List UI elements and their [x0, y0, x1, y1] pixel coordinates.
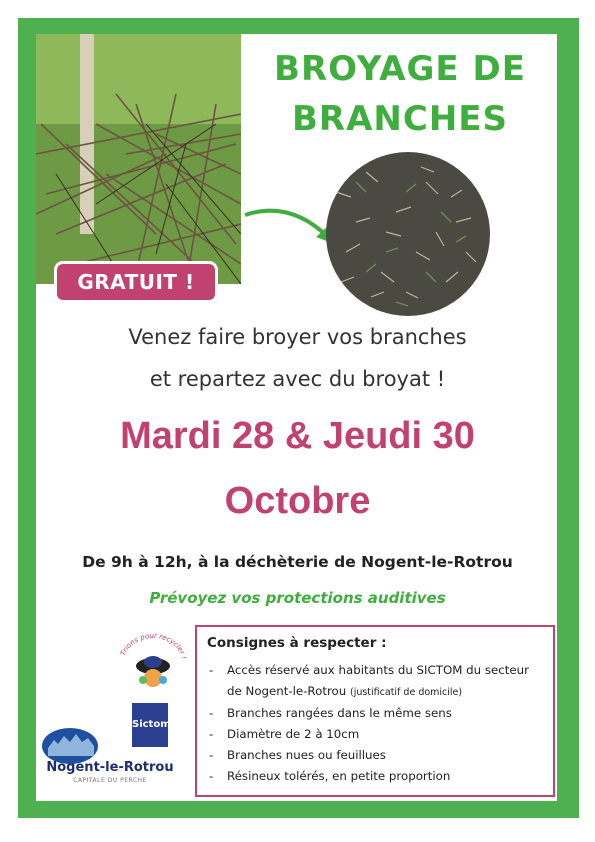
arrow-icon	[240, 195, 340, 255]
rule-text: Accès réservé aux habitants du SICTOM du secteur de Nogent-le-Rotrou	[227, 663, 529, 698]
mulch-photo	[326, 152, 490, 316]
tagline-line-1: Venez faire broyer vos branches	[128, 325, 467, 349]
event-location: De 9h à 12h, à la déchèterie de Nogent-le-Rotrou	[82, 553, 513, 571]
title-line-2: BRANCHES	[292, 99, 508, 139]
event-date-days: Mardi 28 & Jeudi 30	[120, 415, 475, 457]
safety-note: Prévoyez vos protections auditives	[149, 589, 446, 607]
sictom-slogan: Trions pour recycler !	[119, 632, 188, 661]
rule-item: - Diamètre de 2 à 10cm	[207, 724, 543, 745]
tagline-line-2: et repartez avec du broyat !	[149, 367, 446, 391]
rule-subtext: (justificatif de domicile)	[349, 687, 463, 698]
rule-item: - Résineux tolérés, en petite proportion	[207, 766, 543, 787]
rule-item	[207, 660, 543, 703]
nogent-subtitle: CAPITALE DU PERCHE	[73, 777, 147, 784]
page-title	[250, 44, 550, 144]
rules-box	[195, 625, 555, 797]
title-line-1: BROYAGE DE	[274, 49, 526, 89]
event-date-month: Octobre	[224, 480, 371, 522]
free-badge: GRATUIT !	[57, 264, 215, 300]
sictom-logo: Sictom	[132, 703, 168, 747]
rule-item: - Branches nues ou feuillues	[207, 745, 543, 766]
branches-photo	[36, 34, 241, 284]
rule-item: - Branches rangées dans le même sens	[207, 703, 543, 724]
svg-text:Trions pour recycler !	[119, 632, 188, 660]
sictom-mascot-logo	[118, 632, 188, 692]
nogent-name: Nogent-le-Rotrou	[46, 760, 174, 775]
rules-list	[207, 660, 543, 787]
rules-heading: Consignes à respecter :	[207, 635, 387, 651]
